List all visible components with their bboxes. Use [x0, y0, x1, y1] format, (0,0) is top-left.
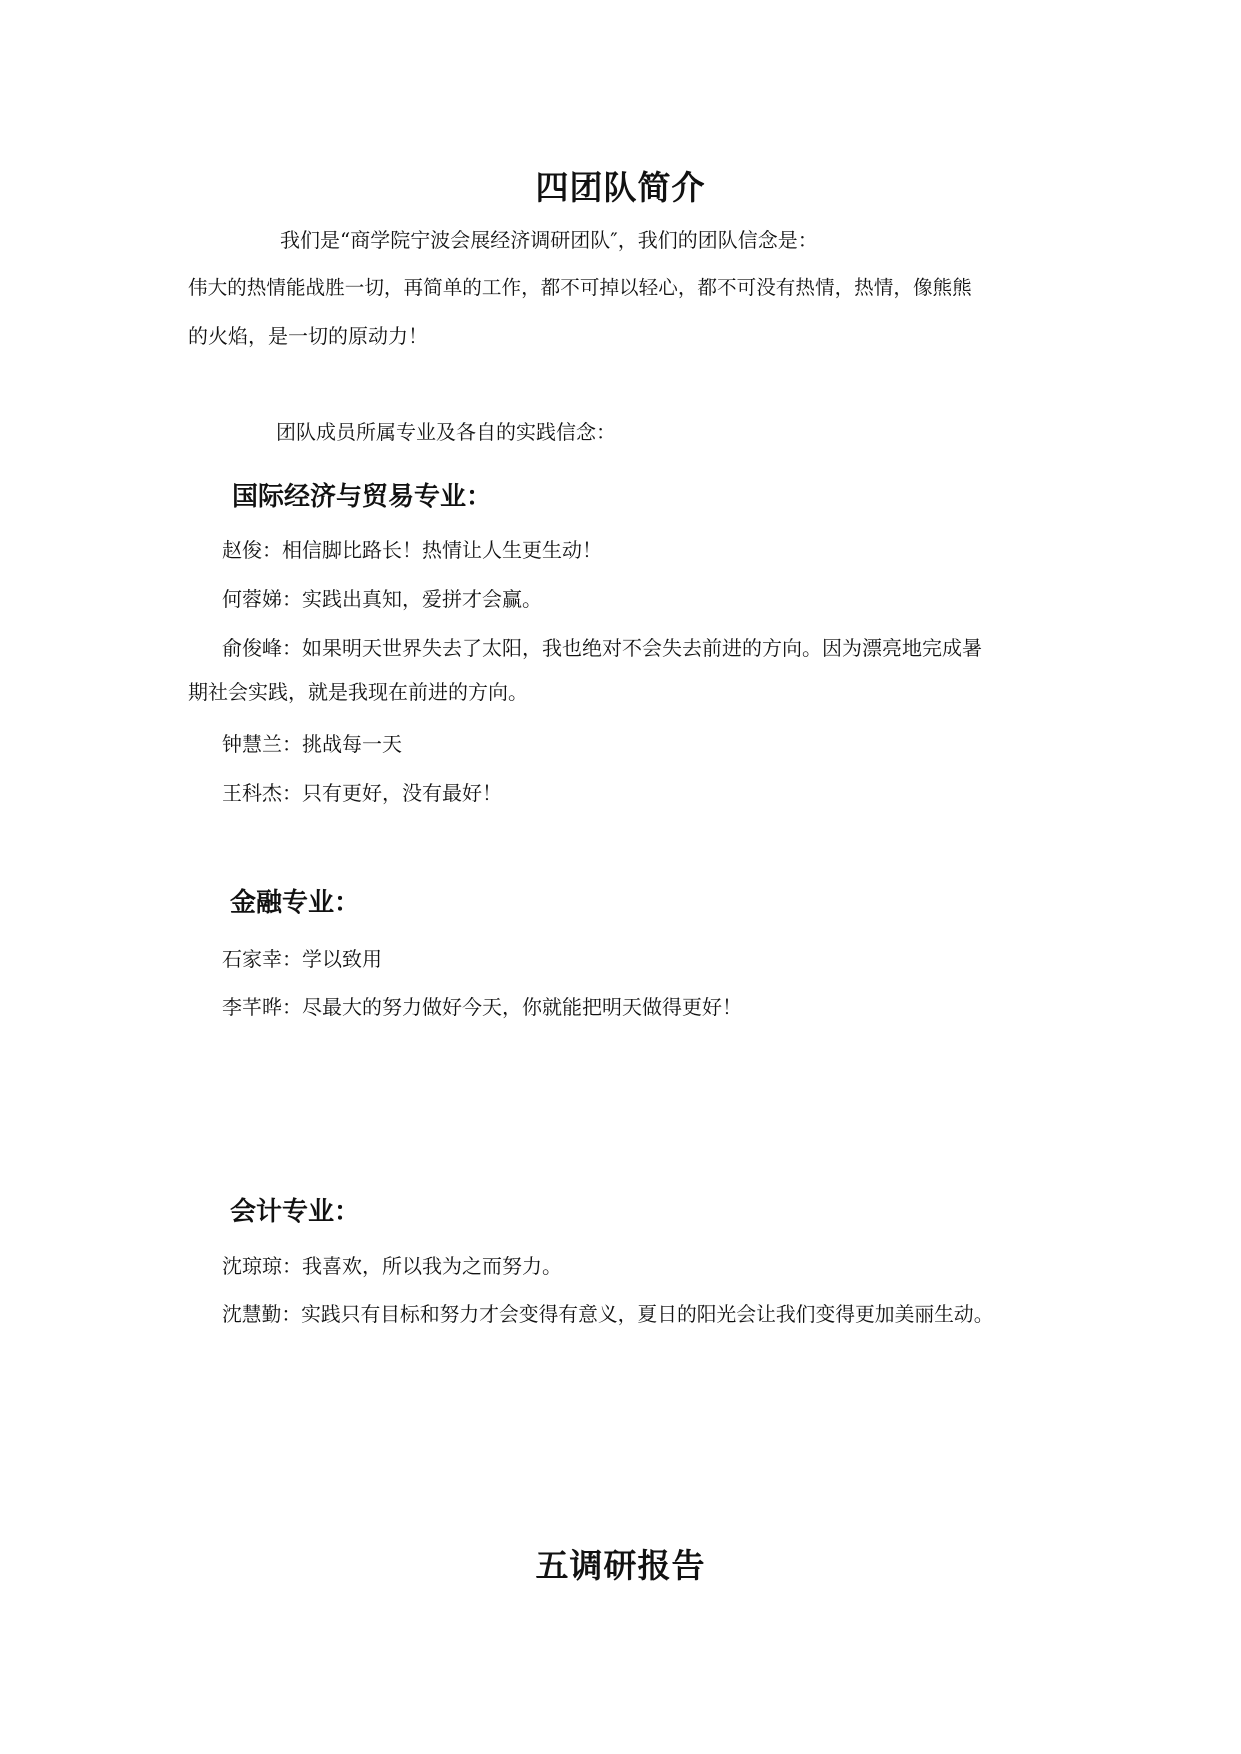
intro-paragraph-line-2: 伟大的热情能战胜一切，再简单的工作，都不可掉以轻心，都不可没有热情，热情，像熊熊 — [188, 276, 972, 299]
member-belief: 钟慧兰：挑战每一天 — [222, 732, 402, 756]
page-title-team-intro: 四团队简介 — [535, 168, 706, 207]
page-title-research-report: 五调研报告 — [535, 1546, 706, 1585]
member-belief: 李芊晔：尽最大的努力做好今天，你就能把明天做得更好！ — [222, 995, 742, 1019]
member-belief: 赵俊：相信脚比路长！热情让人生更生动！ — [222, 538, 602, 562]
member-belief-continuation: 期社会实践，就是我现在前进的方向。 — [188, 680, 528, 704]
member-belief: 何蓉娣：实践出真知，爱拼才会赢。 — [222, 587, 542, 611]
member-belief: 沈慧勤：实践只有目标和努力才会变得有意义，夏日的阳光会让我们变得更加美丽生动。 — [222, 1303, 994, 1326]
section-heading-finance: 金融专业： — [230, 888, 361, 918]
members-intro-text: 团队成员所属专业及各自的实践信念： — [276, 420, 616, 444]
member-belief: 石家幸：学以致用 — [222, 947, 382, 971]
member-belief: 俞俊峰：如果明天世界失去了太阳，我也绝对不会失去前进的方向。因为漂亮地完成暑 — [222, 636, 982, 660]
member-belief: 王科杰：只有更好，没有最好！ — [222, 781, 502, 805]
section-heading-international-economics: 国际经济与贸易专业： — [232, 482, 493, 512]
intro-paragraph-line-1: 我们是“商学院宁波会展经济调研团队″，我们的团队信念是： — [280, 228, 818, 252]
section-heading-accounting: 会计专业： — [230, 1197, 361, 1227]
member-belief: 沈琼琼：我喜欢，所以我为之而努力。 — [222, 1254, 562, 1278]
intro-paragraph-line-3: 的火焰，是一切的原动力！ — [188, 324, 428, 348]
